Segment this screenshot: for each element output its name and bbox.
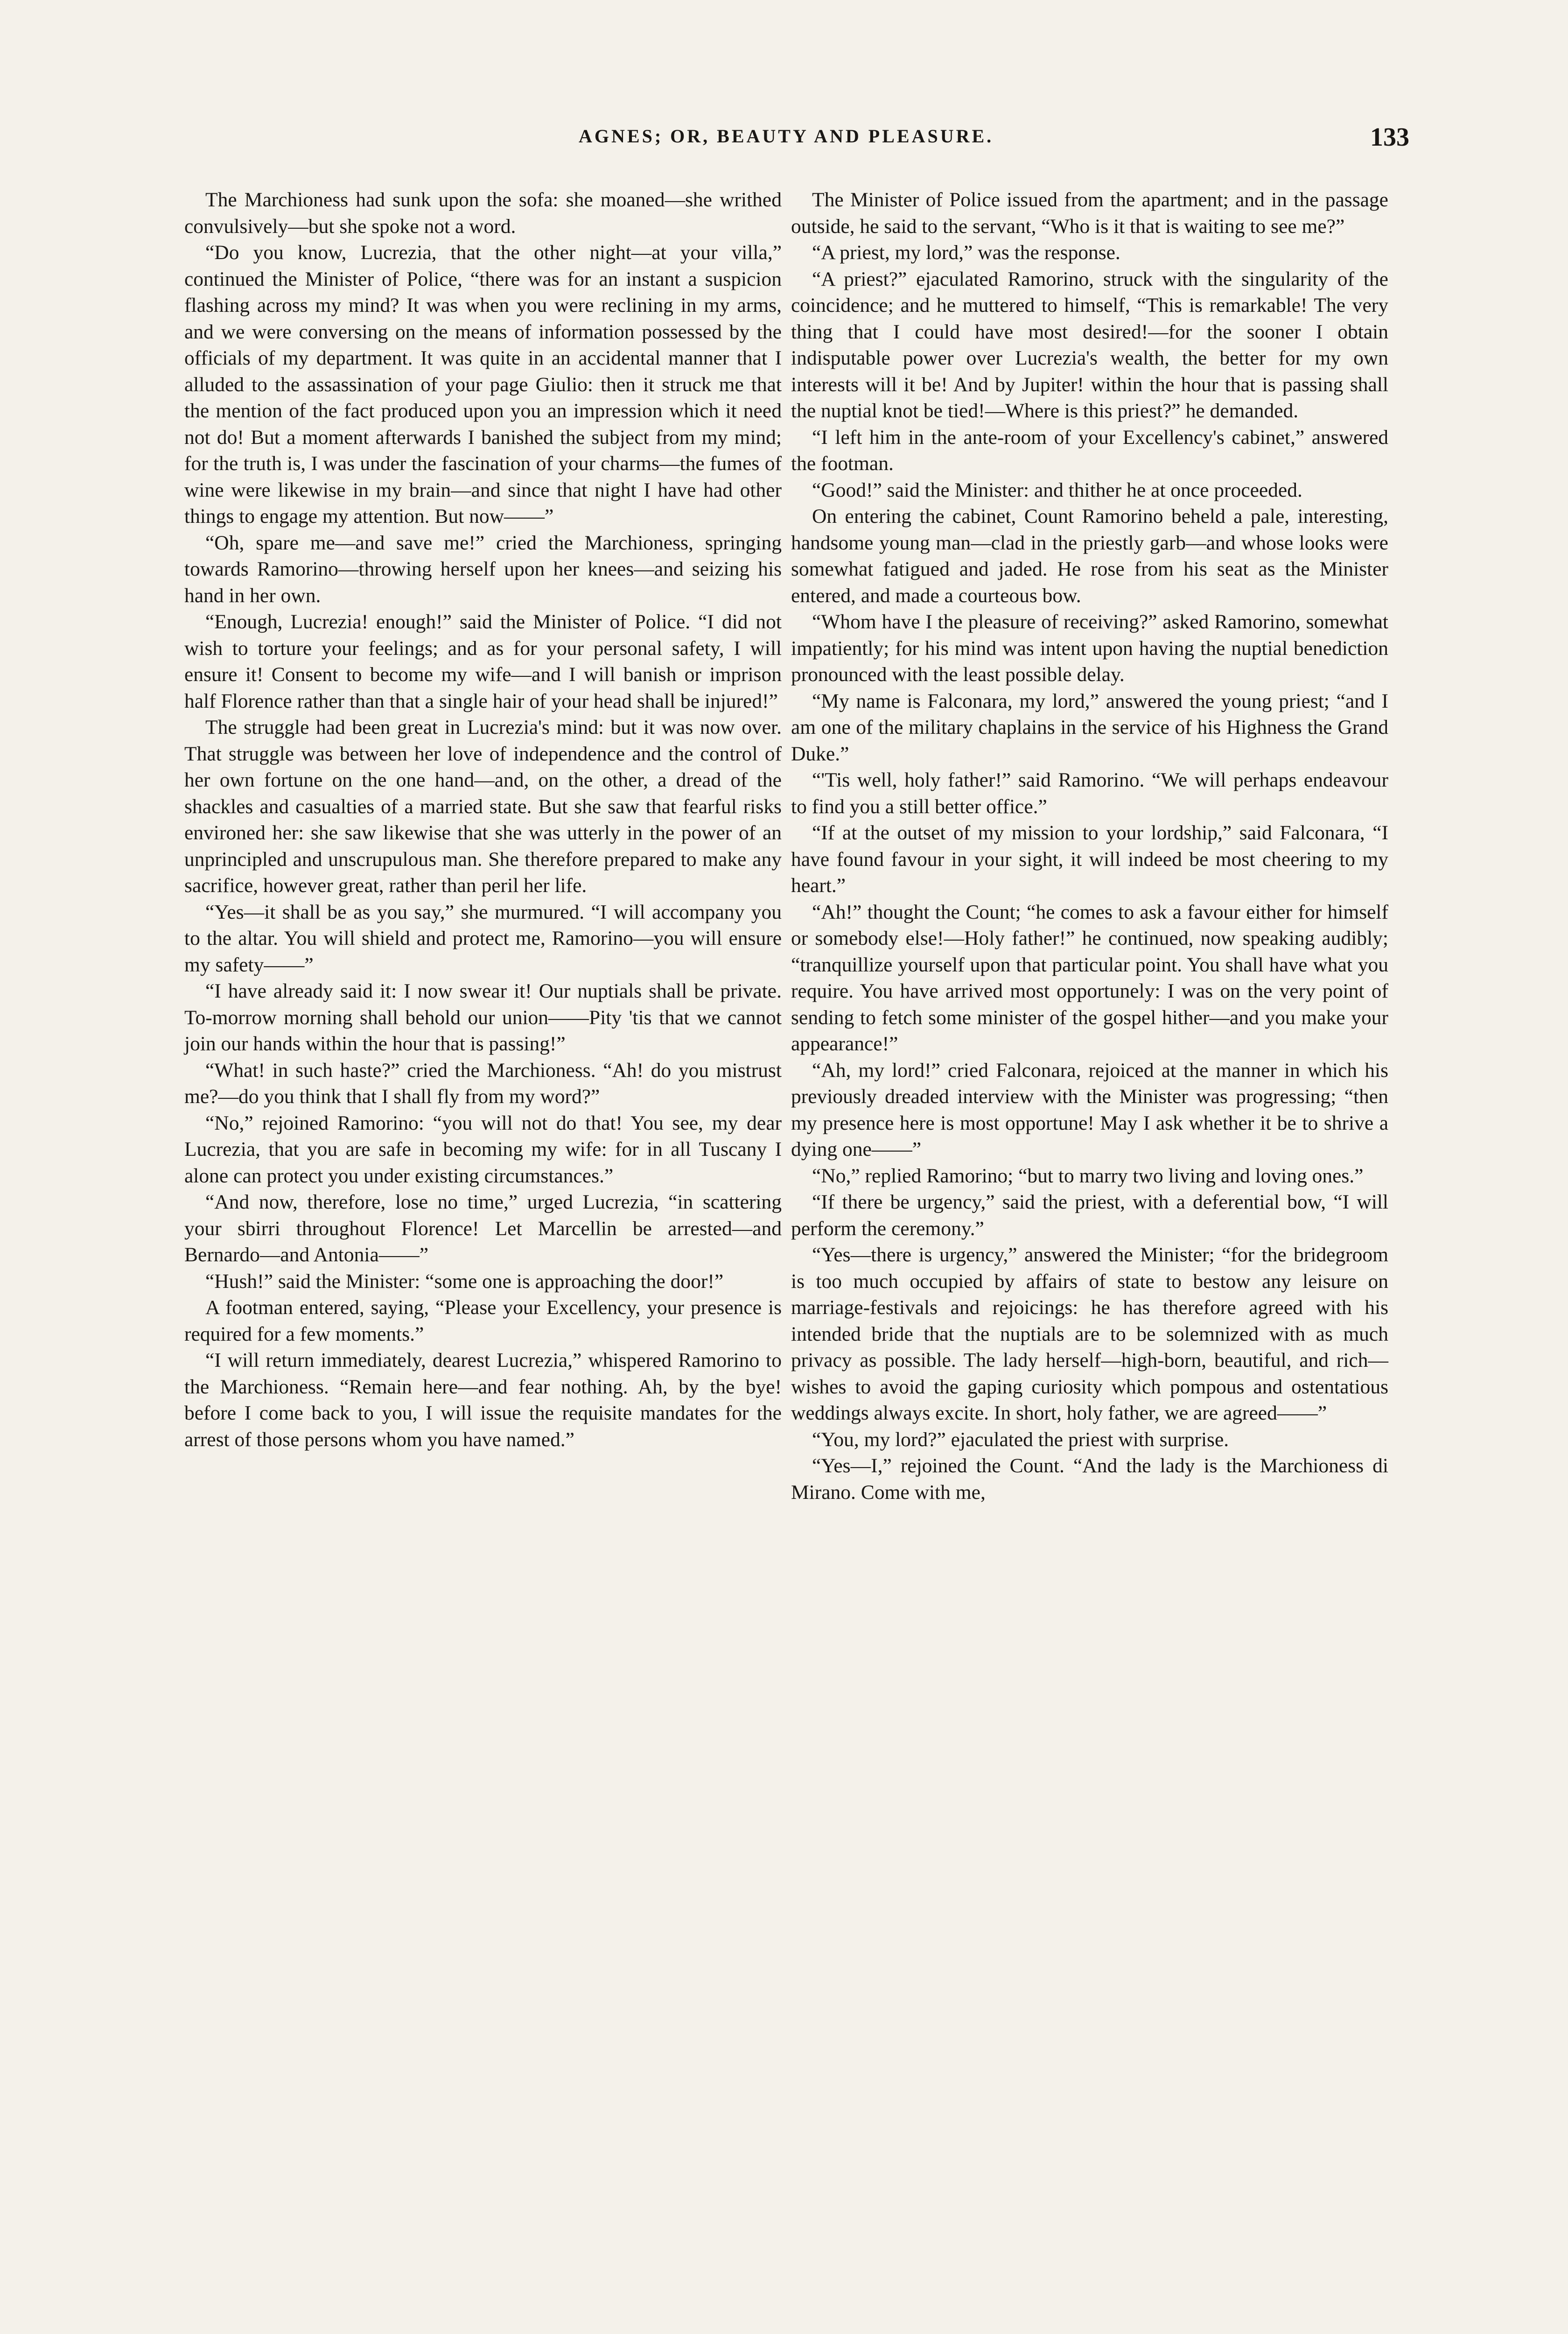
paragraph: “What! in such haste?” cried the Marchioness. “Ah! do you mistrust me?—do you think that I shall fly from my word?” (184, 1059, 782, 1108)
right-column (791, 187, 1388, 1505)
paragraph: “Good!” said the Minister: and thither he at once proceeded. (812, 478, 1302, 501)
paragraph: “And now, therefore, lose no time,” urged Lucrezia, “in scattering your sbirri throughout Florence! Let Marcellin be arrested—and Bernardo—and Antonia——” (184, 1191, 782, 1266)
paragraph: “Hush!” said the Minister: “some one is approaching the door!” (205, 1270, 724, 1293)
running-title: AGNES; OR, BEAUTY AND PLEASURE. (579, 126, 994, 147)
paragraph: “Oh, spare me—and save me!” cried the Marchioness, springing towards Ramorino—throwing herself upon her knees—and seizing his hand in her own. (184, 531, 782, 607)
paragraph: “I have already said it: I now swear it! Our nuptials shall be private. To-morrow morning shall behold our union——Pity 'tis that we cannot join our hands within the hour that is passing!” (184, 980, 782, 1055)
running-header (159, 125, 1409, 158)
paragraph: “Yes—I,” rejoined the Count. “And the lady is the Marchioness di Mirano. Come with me, (791, 1455, 1388, 1504)
paragraph: “Ah!” thought the Count; “he comes to ask a favour either for himself or somebody else!—Holy father!” he continued, now speaking audibly; “tranquillize yourself upon that particular point. You shall have what you require. You have arrived most opportunely: I was on the very point of sending to fetch some minister of the gospel hither—and you make your appearance!” (791, 900, 1388, 1055)
paragraph: “No,” rejoined Ramorino: “you will not do that! You see, my dear Lucrezia, that you are safe in becoming my wife: for in all Tuscany I alone can protect you under existing circumstances.” (184, 1111, 782, 1187)
paragraph: “Whom have I the pleasure of receiving?” asked Ramorino, somewhat impatiently; for his mind was intent upon having the nuptial benediction pronounced with the least possible delay. (791, 611, 1388, 686)
paragraph: “I will return immediately, dearest Lucrezia,” whispered Ramorino to the Marchioness. “Remain here—and fear nothing. Ah, by the bye! before I come back to you, I will issue the requisite mandates for the arrest of those persons whom you have named.” (184, 1349, 782, 1451)
page-number: 133 (1370, 123, 1409, 152)
paragraph: “'Tis well, holy father!” said Ramorino. “We will perhaps endeavour to find you a still better office.” (791, 769, 1388, 818)
paragraph: “Enough, Lucrezia! enough!” said the Minister of Police. “I did not wish to torture your feelings; and as for your personal safety, I will ensure it! Consent to become my wife—and I will banish or imprison half Florence rather than that a single hair of your head shall be injured!” (184, 611, 782, 712)
paragraph: “I left him in the ante-room of your Excellency's cabinet,” answered the footman. (791, 426, 1388, 475)
paragraph: “My name is Falconara, my lord,” answered the young priest; “and I am one of the military chaplains in the service of his Highness the Grand Duke.” (791, 689, 1388, 765)
paragraph: On entering the cabinet, Count Ramorino beheld a pale, interesting, handsome young man—clad in the priestly garb—and whose looks were somewhat fatigued and jaded. He rose from his seat as the Minister entered, and made a courteous bow. (791, 505, 1388, 607)
paragraph: The Minister of Police issued from the apartment; and in the passage outside, he said to the servant, “Who is it that is waiting to see me?” (791, 189, 1388, 238)
paragraph: “If at the outset of my mission to your lordship,” said Falconara, “I have found favour in your sight, it will indeed be most cheering to my heart.” (791, 822, 1388, 897)
paragraph: “No,” replied Ramorino; “but to marry two living and loving ones.” (812, 1164, 1364, 1187)
left-column (184, 187, 782, 1453)
paragraph: “Ah, my lord!” cried Falconara, rejoiced at the manner in which his previously dreaded interview with the Minister was progressing; “then my presence here is most opportune! May I ask whether it be to shrive a dying one——” (791, 1059, 1388, 1160)
paragraph: A footman entered, saying, “Please your Excellency, your presence is required for a few moments.” (184, 1296, 782, 1345)
paragraph: “Yes—there is urgency,” answered the Minister; “for the bridegroom is too much occupied by affairs of state to bestow any leisure on marriage-festivals and rejoicings: he has therefore agreed with his intended bride that the nuptials are to be solemnized with as much privacy as possible. The lady herself—high-born, beautiful, and rich—wishes to avoid the gaping curiosity which pompous and ostentatious weddings always excite. In short, holy father, we are agreed——” (791, 1244, 1388, 1424)
paragraph: “A priest, my lord,” was the response. (812, 241, 1120, 264)
paragraph: “Yes—it shall be as you say,” she murmured. “I will accompany you to the altar. You will shield and protect me, Ramorino—you will ensure my safety——” (184, 900, 782, 976)
paragraph: “A priest?” ejaculated Ramorino, struck with the singularity of the coincidence; and he muttered to himself, “This is remarkable! The very thing that I could have most desired!—for the sooner I obtain indisputable power over Lucrezia's wealth, the better for my own interests will it be! And by Jupiter! within the hour that is passing shall the nuptial knot be tied!—Where is this priest?” he demanded. (791, 267, 1388, 422)
paragraph: The struggle had been great in Lucrezia's mind: but it was now over. That struggle was between her love of independence and the control of her own fortune on the one hand—and, on the other, a dread of the shackles and casualties of a married state. But she saw that fearful risks environed her: she saw likewise that she was utterly in the power of an unprincipled and unscrupulous man. She therefore prepared to make any sacrifice, however great, rather than peril her life. (184, 716, 782, 897)
paragraph: The Marchioness had sunk upon the sofa: she moaned—she writhed convulsively—but she spoke not a word. (184, 189, 782, 238)
paragraph: “If there be urgency,” said the priest, with a deferential bow, “I will perform the ceremony.” (791, 1191, 1388, 1240)
paragraph: “Do you know, Lucrezia, that the other night—at your villa,” continued the Minister of Police, “there was for an instant a suspicion flashing across my mind? It was when you were reclining in my arms, and we were conversing on the means of information possessed by the officials of my department. It was quite in an accidental manner that I alluded to the assassination of your page Giulio: then it struck me that the mention of the fact produced upon you an impression which it need not do! But a moment afterwards I banished the subject from my mind; for the truth is, I was under the fascination of your charms—the fumes of wine were likewise in my brain—and since that night I have had other things to engage my attention. But now——” (184, 241, 782, 527)
paragraph: “You, my lord?” ejaculated the priest with surprise. (812, 1428, 1229, 1451)
